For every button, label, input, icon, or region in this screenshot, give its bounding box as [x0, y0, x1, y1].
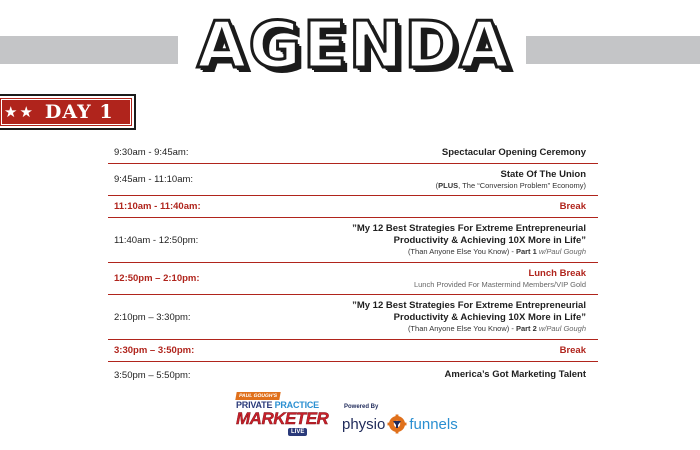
- agenda-title: America’s Got Marketing Talent: [444, 369, 586, 380]
- agenda-time: 11:10am - 11:40am:: [114, 201, 201, 212]
- agenda-row: [108, 362, 598, 388]
- logo-kicker: PAUL GOUGH'S: [235, 392, 280, 400]
- agenda-time: 9:30am - 9:45am:: [114, 147, 189, 158]
- day-badge-inner: [1, 99, 131, 125]
- agenda-time: 3:30pm – 3:50pm:: [114, 345, 195, 356]
- agenda-row-break: [108, 340, 598, 362]
- private-practice-marketer-logo: [230, 392, 329, 444]
- day-label: DAY 1: [44, 101, 114, 123]
- logo-line2: MARKETER: [236, 409, 329, 428]
- logo-line1-b: PRACTICE: [274, 400, 319, 410]
- agenda-event: [560, 201, 586, 213]
- agenda-row-break: [108, 196, 598, 218]
- physio-funnels-wordmark: [342, 414, 458, 434]
- agenda-title: Lunch Break: [528, 267, 586, 279]
- logo-line1-a: PRIVATE: [236, 400, 275, 410]
- agenda-title: Spectacular Opening Ceremony: [441, 146, 586, 158]
- agenda-title: Break: [559, 200, 586, 212]
- agenda-subtitle-prefix: (Than Anyone Else You Know) -: [407, 324, 516, 333]
- page-title: AGENDA: [197, 9, 511, 83]
- day-badge: [0, 94, 136, 130]
- agenda-subtitle: [352, 324, 586, 334]
- agenda-subtitle-bold: Part 2: [515, 324, 537, 333]
- agenda-subtitle: [352, 247, 586, 257]
- agenda-subtitle-prefix: (: [435, 180, 439, 190]
- agenda-event: [445, 369, 586, 381]
- agenda-time: 3:50pm – 5:50pm:: [114, 369, 191, 381]
- agenda-subtitle: [436, 181, 586, 191]
- agenda-subtitle-prefix: (Than Anyone Else You Know) -: [407, 247, 516, 256]
- agenda-event: [414, 268, 586, 290]
- agenda-time: 12:50pm – 2:10pm:: [114, 273, 200, 284]
- agenda-subtitle-bold: PLUS: [438, 180, 459, 190]
- agenda-time: 11:40am - 12:50pm:: [114, 234, 199, 246]
- agenda-event: [560, 345, 586, 357]
- agenda-row: [108, 295, 598, 340]
- agenda-title-line: Productivity & Achieving 10X More in Life”: [393, 235, 586, 246]
- agenda-speaker: w/Paul Gough: [536, 324, 586, 333]
- agenda-event: [352, 223, 586, 257]
- agenda-title-line: ”My 12 Best Strategies For Extreme Entrepreneurial: [352, 223, 586, 234]
- powered-by-label: Powered By: [344, 404, 379, 410]
- agenda-title-line: ”My 12 Best Strategies For Extreme Entrepreneurial: [352, 300, 586, 311]
- agenda-speaker: w/Paul Gough: [536, 247, 586, 256]
- agenda-row: [108, 142, 598, 164]
- agenda-subtitle-bold: Part 1: [515, 247, 537, 256]
- agenda-title: State Of The Union: [500, 168, 586, 180]
- agenda-subtitle: Lunch Provided For Mastermind Members/VIP Gold: [413, 279, 586, 289]
- agenda-row: [108, 218, 598, 263]
- agenda-title: Break: [559, 344, 586, 356]
- agenda-time: 9:45am - 11:10am:: [114, 174, 194, 185]
- agenda-row-break: [108, 263, 598, 295]
- logo-live-badge: LIVE: [288, 428, 307, 436]
- agenda-table: [108, 142, 598, 388]
- wordmark-funnels: funnels: [409, 415, 458, 433]
- physio-funnels-logo: [340, 400, 470, 440]
- star-icon: ★★: [4, 103, 35, 121]
- agenda-title-line: Productivity & Achieving 10X More in Life”: [393, 312, 586, 323]
- agenda-event: [352, 300, 586, 334]
- agenda-event: [436, 169, 586, 191]
- agenda-event: [442, 147, 586, 159]
- wordmark-physio: physio: [342, 415, 386, 433]
- funnel-icon: [387, 414, 407, 434]
- agenda-row: [108, 164, 598, 196]
- agenda-subtitle-rest: , The “Conversion Problem” Economy): [458, 180, 586, 190]
- agenda-time: 2:10pm – 3:30pm:: [114, 311, 191, 323]
